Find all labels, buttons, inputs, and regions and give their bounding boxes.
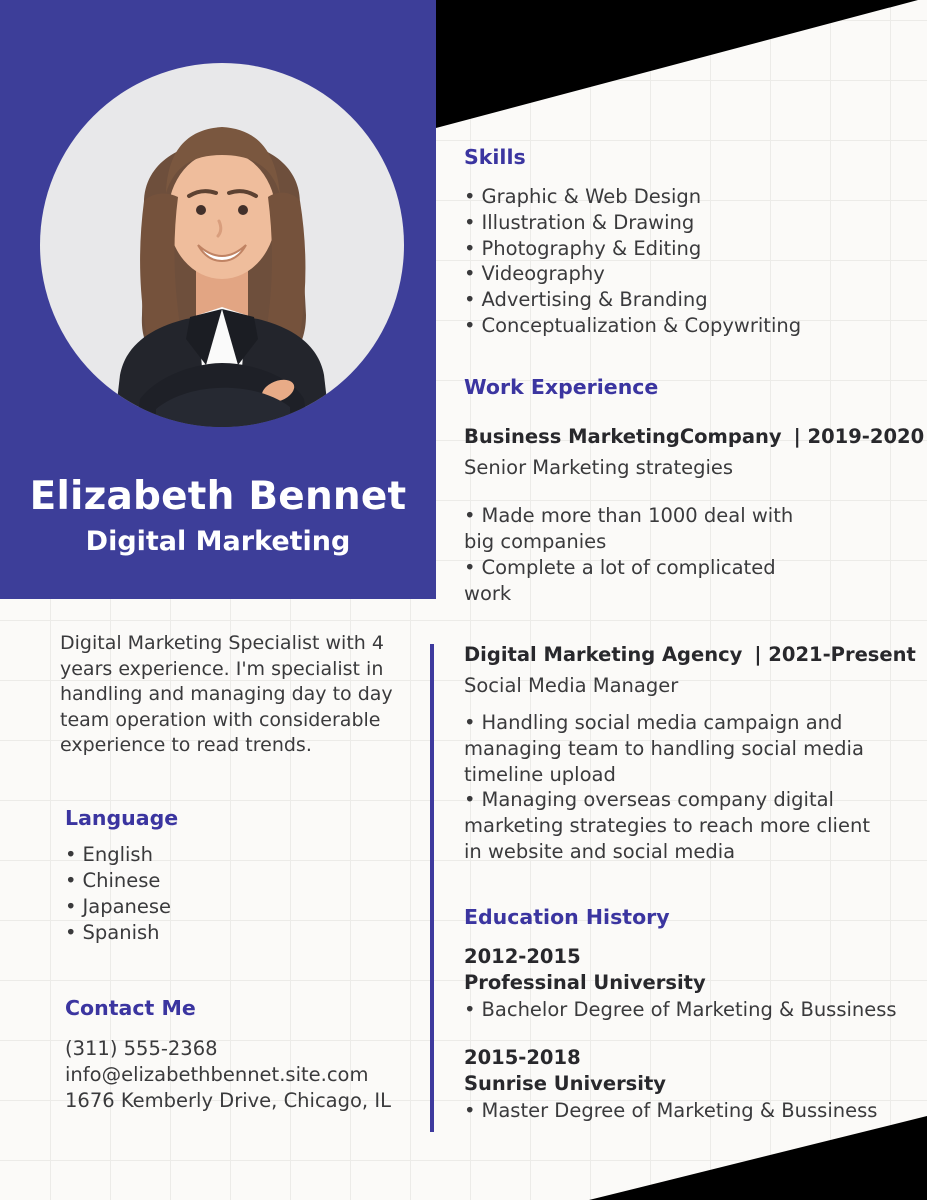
bullet: •: [464, 185, 476, 208]
bullet: •: [464, 788, 476, 812]
education-degree: • Master Degree of Marketing & Bussiness: [464, 1098, 878, 1122]
skills-list: [464, 184, 801, 339]
contact-address: 1676 Kemberly Drive, Chicago, IL: [65, 1089, 391, 1112]
job-title: [464, 425, 924, 448]
bullet: •: [464, 504, 476, 527]
top-corner-shape: [436, 0, 918, 128]
contact-heading: Contact Me: [65, 996, 196, 1020]
skill-item: • Illustration & Drawing: [464, 210, 695, 234]
contact-phone: (311) 555-2368: [65, 1037, 218, 1060]
bullet: •: [65, 869, 77, 892]
job-bullets: [464, 503, 809, 607]
bullet: •: [464, 210, 476, 234]
job-title: [464, 643, 916, 666]
profile-photo: [40, 63, 404, 427]
job-bullet: • Made more than 1000 deal with big companies: [464, 504, 794, 553]
education-years: 2012-2015: [464, 945, 581, 968]
bullet: •: [464, 556, 476, 579]
job-bullets: [464, 710, 886, 865]
work-experience-heading: Work Experience: [464, 375, 659, 399]
skill-item: • Videography: [464, 262, 605, 286]
language-item: • English: [65, 843, 153, 866]
job-bullet: • Handling social media campaign and managing team to handling social media timeline upload: [464, 711, 864, 786]
contact-list: [65, 1036, 391, 1114]
job-dates: | 2019-2020: [793, 425, 925, 448]
education-school: Sunrise University: [464, 1072, 667, 1096]
profile-name: Elizabeth Bennet: [29, 474, 407, 519]
skill-item: • Conceptualization & Copywriting: [464, 313, 802, 337]
language-list: [65, 842, 171, 946]
job-dates: | 2021-Present: [754, 643, 916, 666]
language-item: • Spanish: [65, 921, 160, 944]
portrait-illustration: [40, 63, 404, 427]
job-company: Digital Marketing Agency: [464, 643, 743, 666]
education-heading: Education History: [464, 905, 670, 929]
job-role: Senior Marketing strategies: [464, 456, 734, 479]
education-entry: [464, 944, 897, 1023]
bullet: •: [464, 1098, 476, 1122]
language-item: • Japanese: [65, 895, 172, 918]
language-item: • Chinese: [65, 869, 161, 892]
bottom-corner-shape: [589, 1116, 927, 1200]
bullet: •: [65, 921, 77, 944]
bullet: •: [464, 236, 476, 260]
bullet: •: [464, 288, 476, 312]
bullet: •: [464, 262, 476, 286]
skill-item: • Photography & Editing: [464, 236, 702, 260]
job-company: Business MarketingCompany: [464, 425, 782, 448]
bullet: •: [464, 997, 476, 1021]
job-bullet: • Complete a lot of complicated work: [464, 556, 776, 605]
about-text: Digital Marketing Specialist with 4 years experience. I'm specialist in handling and managing day to day team operation with considerable experience to read trends.: [60, 632, 393, 756]
education-entry: [464, 1045, 877, 1124]
bullet: •: [464, 313, 476, 337]
job-bullet: • Managing overseas company digital marketing strategies to reach more client in website and social media: [464, 788, 870, 863]
bullet: •: [65, 895, 77, 918]
bullet: •: [65, 843, 77, 866]
education-degree: • Bachelor Degree of Marketing & Bussiness: [464, 997, 897, 1021]
language-heading: Language: [65, 806, 179, 830]
skill-item: • Advertising & Branding: [464, 288, 708, 312]
profile-title: Digital Marketing: [85, 526, 351, 557]
contact-email: info@elizabethbennet.site.com: [65, 1063, 369, 1086]
education-years: 2015-2018: [464, 1046, 581, 1069]
education-school: Professinal University: [464, 971, 706, 995]
bullet: •: [464, 711, 476, 734]
skill-item: • Graphic & Web Design: [464, 185, 702, 208]
skills-heading: Skills: [464, 145, 526, 169]
job-role: Social Media Manager: [464, 674, 679, 697]
